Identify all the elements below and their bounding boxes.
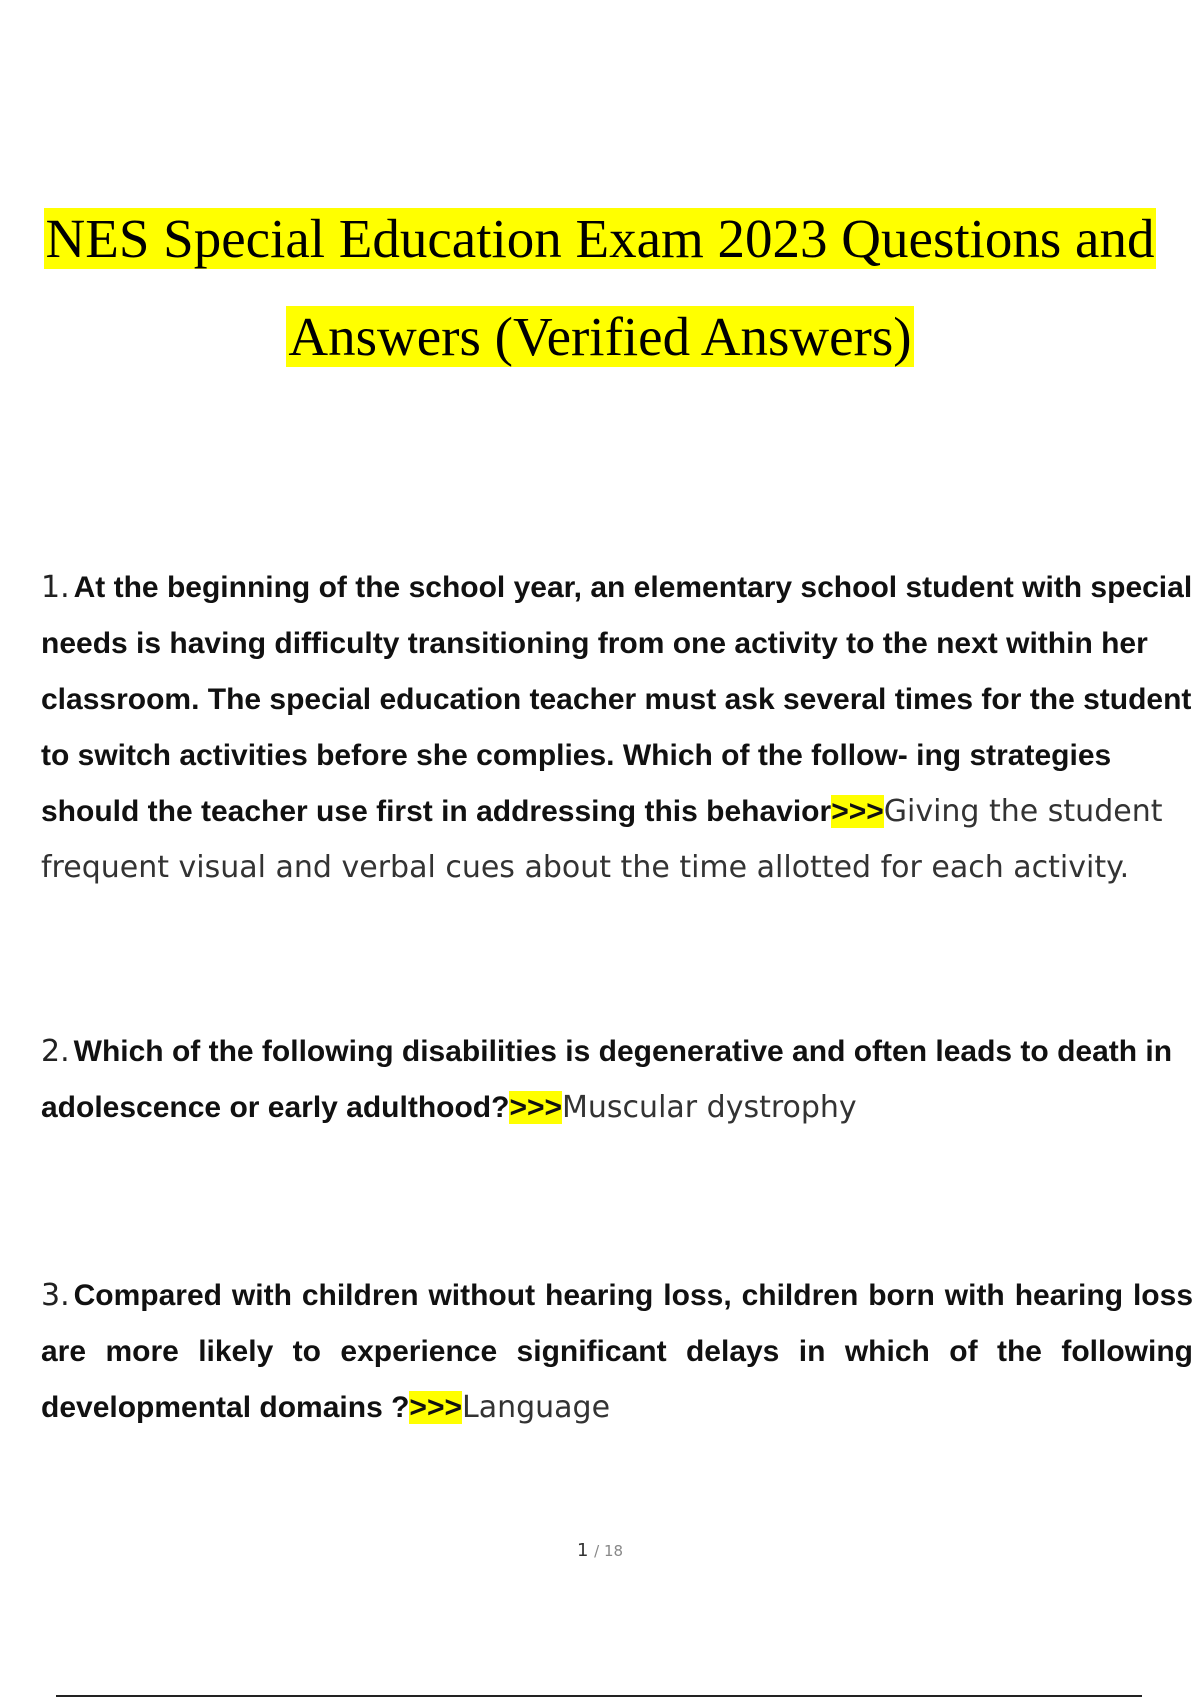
page-divider — [56, 1695, 1142, 1697]
page-total: / 18 — [594, 1542, 624, 1560]
answer-separator: >>> — [409, 1391, 462, 1424]
question-number: 2. — [41, 1034, 70, 1069]
question-text: At the beginning of the school year, an elementary school student with special needs is having difficulty transitioning from one activity to the next within her classroom. The special education teacher must ask several times for the student to switch activities before she complies. Which of the follow- ing strategies should the teacher use first in addressing this behavior — [41, 571, 1193, 828]
answer-separator: >>> — [831, 795, 884, 828]
question-number: 1. — [41, 570, 70, 605]
page-indicator — [0, 1540, 1200, 1561]
document-title — [0, 190, 1200, 386]
question-item — [41, 1024, 1193, 1136]
title-line-1: NES Special Education Exam 2023 Questions and — [45, 208, 1155, 269]
question-text: Compared with children without hearing loss, children born with hearing loss are more likely to experience significant delays in which of the following developmental domains ? — [41, 1279, 1193, 1424]
page-current: 1 — [576, 1540, 589, 1561]
answer-text: Muscular dystrophy — [562, 1090, 857, 1125]
answer-text: Language — [461, 1390, 611, 1425]
answer-text: Giving the student frequent visual and verbal cues about the time allotted for each activity. — [41, 794, 1163, 885]
question-item — [41, 1268, 1193, 1436]
title-line-2: Answers (Verified Answers) — [288, 306, 912, 367]
question-item — [41, 560, 1193, 896]
answer-separator: >>> — [509, 1091, 563, 1124]
question-number: 3. — [41, 1278, 70, 1313]
question-text: Which of the following disabilities is degenerative and often leads to death in adolescence or early adulthood? — [41, 1035, 1173, 1124]
